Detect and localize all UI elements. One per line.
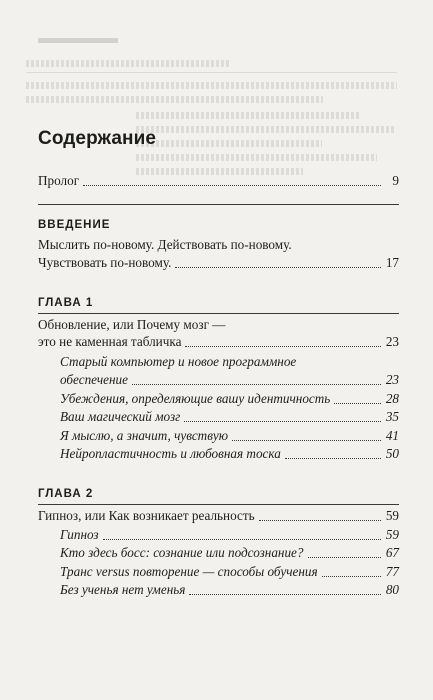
toc-page-number: 77 <box>385 564 399 579</box>
toc-page-number: 59 <box>385 508 399 523</box>
section-heading-chapter2: ГЛАВА 2 <box>38 488 94 500</box>
toc-subentry-ch1-3 <box>60 406 399 427</box>
toc-page-number: 50 <box>385 446 399 461</box>
toc-entry-text: Кто здесь босс: сознание или подсознание? <box>60 545 304 560</box>
toc-subentry-ch1-1 <box>60 369 399 390</box>
section-heading-chapter1: ГЛАВА 1 <box>38 297 94 309</box>
toc-subentry-ch1-1-line1: Старый компьютер и новое программное <box>60 354 297 369</box>
dot-leader <box>322 576 381 577</box>
dot-leader <box>334 403 381 404</box>
toc-entry-text: Гипноз <box>60 527 99 542</box>
toc-entry-text: Я мыслю, а значит, чувствую <box>60 428 229 443</box>
dot-leader <box>285 458 381 459</box>
dot-leader <box>175 267 381 268</box>
dot-leader <box>308 557 382 558</box>
toc-page-number: 67 <box>385 545 399 560</box>
toc-page-number: 80 <box>385 582 399 597</box>
toc-entry-text: Убеждения, определяющие вашу идентичность <box>60 391 331 406</box>
dot-leader <box>184 421 381 422</box>
toc-entry-ch1-line1: Обновление, или Почему мозг — <box>38 317 226 332</box>
toc-entry-text: Гипноз, или Как возникает реальность <box>38 508 255 523</box>
toc-entry-ch1-main <box>38 331 399 352</box>
dot-leader <box>232 440 381 441</box>
toc-page-number: 17 <box>385 255 399 270</box>
toc-entry-text: Чувствовать по-новому. <box>38 255 172 270</box>
toc-page-number: 9 <box>392 173 399 188</box>
toc-page-number: 41 <box>385 428 399 443</box>
toc-page-number: 23 <box>385 372 399 387</box>
toc-page-number: 28 <box>385 391 399 406</box>
toc-entry-ch2-main <box>38 505 399 526</box>
toc-entry-text: Нейропластичность и любовная тоска <box>60 446 281 461</box>
toc-subentry-ch2-2 <box>60 542 399 563</box>
dot-leader <box>103 539 381 540</box>
toc-page-number: 23 <box>385 334 399 349</box>
toc-subentry-ch1-5 <box>60 443 399 464</box>
toc-page-number: 35 <box>385 409 399 424</box>
toc-entry-text: обеспечение <box>60 372 128 387</box>
toc-entry-text: Ваш магический мозг <box>60 409 181 424</box>
toc-subentry-ch2-4 <box>60 579 399 600</box>
dot-leader <box>185 346 381 347</box>
toc-page-number: 59 <box>385 527 399 542</box>
page-title: Содержание <box>38 128 157 149</box>
dot-leader <box>132 384 381 385</box>
section-rule <box>38 204 399 205</box>
dot-leader <box>83 185 381 186</box>
toc-entry-prolog <box>38 170 399 191</box>
toc-entry-text: Без ученья нет уменья <box>60 582 186 597</box>
dot-leader <box>189 594 381 595</box>
dot-leader <box>259 520 381 521</box>
toc-entry-intro <box>38 252 399 273</box>
toc-entry-text: Пролог <box>38 173 80 188</box>
section-heading-intro: ВВЕДЕНИЕ <box>38 219 111 231</box>
toc-entry-text: это не каменная табличка <box>38 334 182 349</box>
toc-entry-intro-line1: Мыслить по-новому. Действовать по-новому. <box>38 237 292 252</box>
toc-entry-text: Транс versus повторение — способы обучения <box>60 564 318 579</box>
